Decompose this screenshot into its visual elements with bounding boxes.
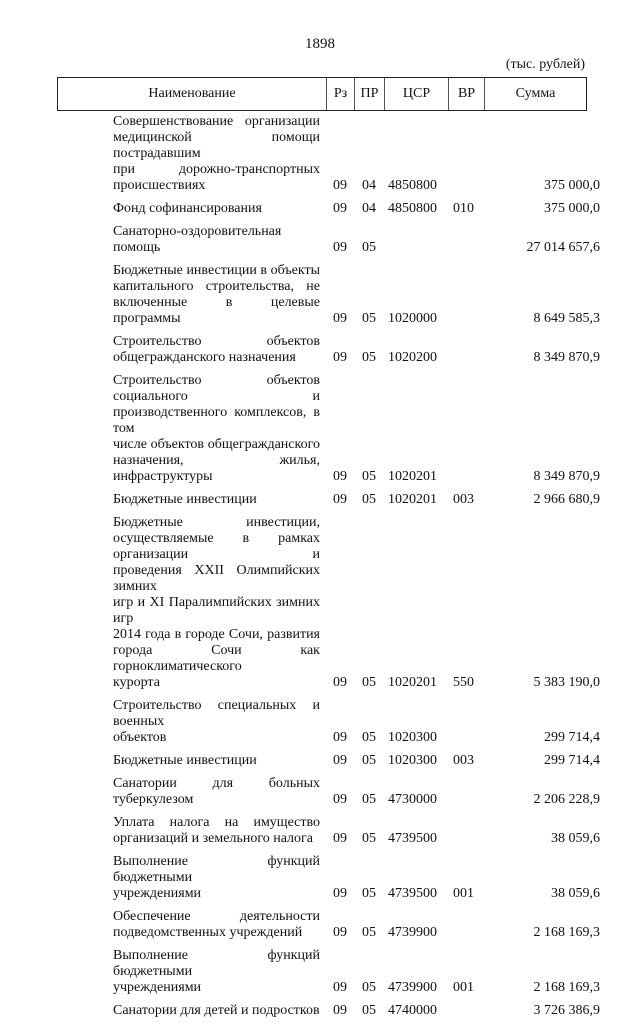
row-pr: 05: [362, 925, 376, 940]
row-sum: 375 000,0: [544, 178, 600, 193]
row-name-line: Совершенствование организации: [113, 114, 320, 129]
row-name-line: Строительство специальных и военных: [113, 698, 320, 729]
row-pr: 05: [362, 730, 376, 745]
table-row: [0, 263, 640, 327]
row-csr: 4850800: [388, 178, 437, 193]
row-rz: 09: [333, 980, 347, 995]
row-pr: 05: [362, 469, 376, 484]
row-sum: 8 349 870,9: [533, 469, 600, 484]
row-sum: 2 966 680,9: [533, 492, 600, 507]
row-rz: 09: [333, 201, 347, 216]
table-row: [0, 948, 640, 996]
row-csr: 4739900: [388, 925, 437, 940]
table-row: [0, 698, 640, 746]
row-sum: 8 349 870,9: [533, 350, 600, 365]
row-csr: 1020000: [388, 311, 437, 326]
row-name-line: происшествиях: [113, 178, 206, 193]
row-name-line: города Сочи как горноклиматического: [113, 643, 320, 674]
row-rz: 09: [333, 831, 347, 846]
row-name-line: Бюджетные инвестиции: [113, 492, 257, 507]
row-name-line: капитального строительства, не: [113, 279, 320, 294]
row-sum: 3 726 386,9: [533, 1003, 600, 1018]
row-csr: 4739500: [388, 831, 437, 846]
row-name-line: Бюджетные инвестиции: [113, 753, 257, 768]
header-rz: Рз: [327, 78, 355, 110]
row-rz: 09: [333, 792, 347, 807]
row-pr: 05: [362, 240, 376, 255]
row-name-line: Бюджетные инвестиции,: [113, 515, 320, 530]
row-name-line: подведомственных учреждений: [113, 925, 303, 940]
units-label: (тыс. рублей): [505, 57, 585, 72]
row-pr: 05: [362, 1003, 376, 1018]
row-pr: 05: [362, 886, 376, 901]
row-vr: 001: [453, 886, 474, 901]
row-pr: 05: [362, 980, 376, 995]
row-name-line: Выполнение функций бюджетными: [113, 854, 320, 885]
row-sum: 2 168 169,3: [533, 925, 600, 940]
header-sum: Сумма: [515, 86, 556, 101]
row-name-line: Обеспечение деятельности: [113, 909, 320, 924]
table-row: [0, 334, 640, 366]
table-row: [0, 114, 640, 194]
row-vr: 010: [453, 201, 474, 216]
row-name-line: общегражданского назначения: [113, 350, 296, 365]
row-rz: 09: [333, 925, 347, 940]
row-sum: 38 059,6: [551, 886, 600, 901]
row-name-line: Уплата налога на имущество: [113, 815, 320, 830]
row-pr: 05: [362, 311, 376, 326]
page-number: 1898: [305, 36, 335, 52]
row-rz: 09: [333, 350, 347, 365]
table-row: [0, 492, 640, 508]
row-name-line: курорта: [113, 675, 160, 690]
row-pr: 05: [362, 675, 376, 690]
table-row: [0, 815, 640, 847]
row-name-line: медицинской помощи пострадавшим: [113, 130, 320, 161]
row-pr: 05: [362, 792, 376, 807]
row-name-line: учреждениями: [113, 886, 202, 901]
row-name-line: при дорожно-транспортных: [113, 162, 320, 177]
header-name: Наименование: [58, 78, 327, 110]
table-row: [0, 373, 640, 485]
row-vr: 003: [453, 492, 474, 507]
row-sum: 8 649 585,3: [533, 311, 600, 326]
row-pr: 05: [362, 831, 376, 846]
row-csr: 1020300: [388, 753, 437, 768]
row-name: [113, 753, 320, 769]
row-name-line: Строительство объектов социального и: [113, 373, 320, 404]
row-vr: 003: [453, 753, 474, 768]
row-sum: 27 014 657,6: [526, 240, 600, 255]
table-row: [0, 753, 640, 769]
row-name-line: Фонд софинансирования: [113, 201, 262, 216]
row-name: [113, 373, 320, 485]
row-name-line: проведения XXII Олимпийских зимних: [113, 563, 320, 594]
table-row: [0, 224, 640, 256]
row-name-line: назначения, жилья, инфраструктуры: [113, 453, 320, 484]
row-name: [113, 854, 320, 902]
row-name-line: Бюджетные инвестиции в объекты: [113, 263, 320, 278]
row-name: [113, 201, 320, 217]
row-name-line: Санаторно-оздоровительная помощь: [113, 224, 282, 255]
row-sum: 2 168 169,3: [533, 980, 600, 995]
row-name: [113, 815, 320, 847]
row-rz: 09: [333, 311, 347, 326]
row-name: [113, 492, 320, 508]
row-rz: 09: [333, 178, 347, 193]
table-row: [0, 201, 640, 217]
row-csr: 1020201: [388, 469, 437, 484]
row-name: [113, 114, 320, 194]
table-header: [57, 77, 587, 111]
table-row: [0, 776, 640, 808]
row-rz: 09: [333, 730, 347, 745]
row-csr: 4739500: [388, 886, 437, 901]
row-name: [113, 698, 320, 746]
row-csr: 1020200: [388, 350, 437, 365]
row-sum: 299 714,4: [544, 753, 600, 768]
row-rz: 09: [333, 492, 347, 507]
row-name-line: 2014 года в городе Сочи, развития: [113, 627, 320, 642]
row-csr: 4730000: [388, 792, 437, 807]
header-csr: ЦСР: [385, 78, 449, 110]
row-rz: 09: [333, 1003, 347, 1018]
row-name-line: игр и XI Паралимпийских зимних игр: [113, 595, 320, 626]
row-name-line: осуществляемые в рамках организации и: [113, 531, 320, 562]
table-body: [0, 114, 640, 1026]
row-name: [113, 776, 320, 808]
row-csr: 1020300: [388, 730, 437, 745]
row-name-line: включенные в целевые программы: [113, 295, 320, 326]
row-rz: 09: [333, 886, 347, 901]
header-vr: ВР: [449, 78, 485, 110]
row-csr: 4739900: [388, 980, 437, 995]
row-sum: 5 383 190,0: [533, 675, 600, 690]
row-sum: 299 714,4: [544, 730, 600, 745]
row-name-line: производственного комплексов, в том: [113, 405, 320, 436]
row-pr: 04: [362, 178, 376, 193]
row-name-line: объектов: [113, 730, 167, 745]
header-pr: ПР: [355, 78, 385, 110]
row-pr: 05: [362, 753, 376, 768]
row-pr: 04: [362, 201, 376, 216]
row-sum: 2 206 228,9: [533, 792, 600, 807]
row-rz: 09: [333, 469, 347, 484]
row-pr: 05: [362, 492, 376, 507]
row-name: [113, 224, 320, 256]
row-name: [113, 263, 320, 327]
row-pr: 05: [362, 350, 376, 365]
table-row: [0, 515, 640, 691]
row-name-line: Строительство объектов: [113, 334, 320, 349]
row-name-line: Санатории для детей и подростков: [113, 1003, 320, 1018]
table-row: [0, 1003, 640, 1019]
row-name: [113, 515, 320, 691]
table-row: [0, 854, 640, 902]
row-csr: 1020201: [388, 675, 437, 690]
row-rz: 09: [333, 753, 347, 768]
row-csr: 4740000: [388, 1003, 437, 1018]
row-name: [113, 1003, 320, 1019]
row-csr: 1020201: [388, 492, 437, 507]
row-rz: 09: [333, 675, 347, 690]
row-name-line: Санатории для больных туберкулезом: [113, 776, 320, 807]
row-sum: 38 059,6: [551, 831, 600, 846]
row-name: [113, 334, 320, 366]
row-name-line: организаций и земельного налога: [113, 831, 313, 846]
row-name-line: числе объектов общегражданского: [113, 437, 320, 452]
row-name-line: учреждениями: [113, 980, 202, 995]
row-name: [113, 948, 320, 996]
row-csr: 4850800: [388, 201, 437, 216]
row-name: [113, 909, 320, 941]
row-vr: 550: [453, 675, 474, 690]
table-row: [0, 909, 640, 941]
row-name-line: Выполнение функций бюджетными: [113, 948, 320, 979]
row-sum: 375 000,0: [544, 201, 600, 216]
row-vr: 001: [453, 980, 474, 995]
row-rz: 09: [333, 240, 347, 255]
